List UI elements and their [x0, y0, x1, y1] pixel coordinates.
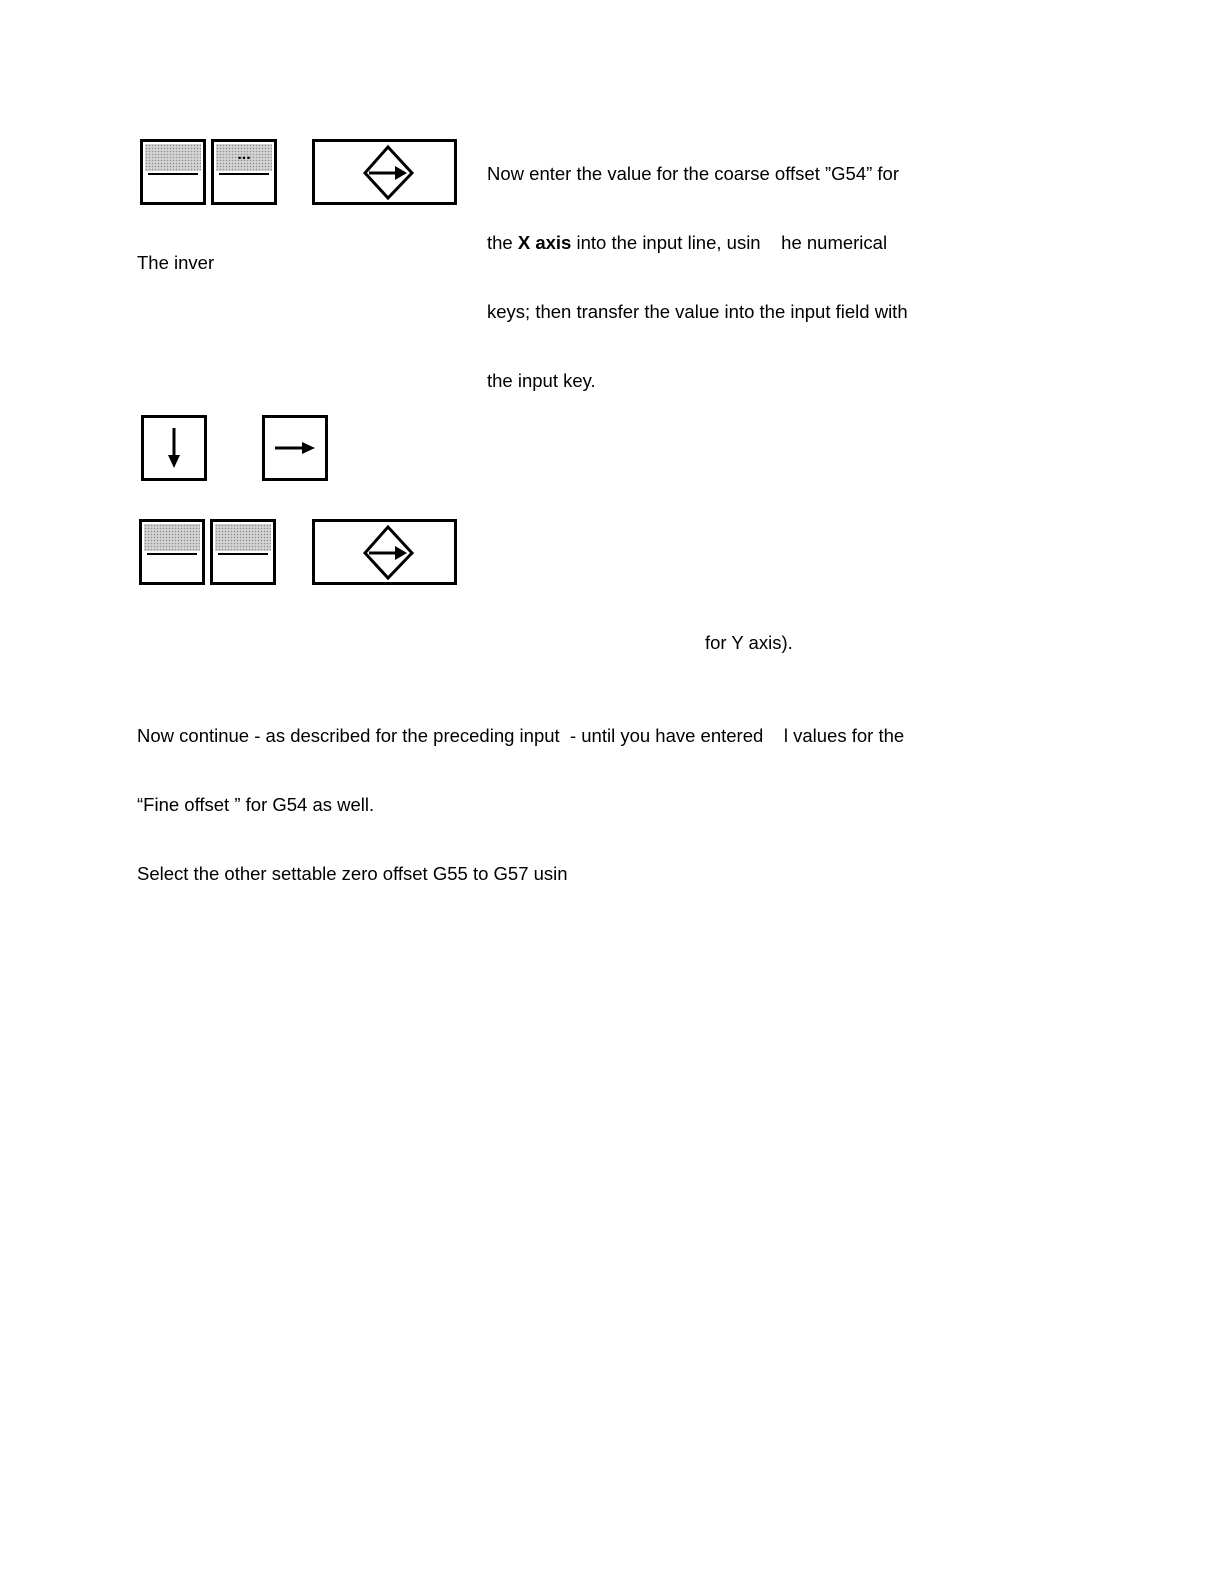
instruction-line-1: Now enter the value for the coarse offset ”G54” for [487, 163, 900, 184]
softkey-dots-label: ... [237, 146, 251, 163]
cursor-right-key[interactable] [262, 415, 328, 481]
softkey-underline [148, 173, 198, 175]
softkey-shading [215, 524, 271, 551]
paragraph-inverse: The inver [137, 252, 215, 273]
paragraph-continue [137, 678, 904, 931]
continue-line-3: Select the other settable zero offset G55 to G57 usin [137, 863, 568, 884]
softkey-2[interactable] [211, 139, 277, 205]
arrow-down-icon [144, 418, 204, 478]
cursor-down-key[interactable] [141, 415, 207, 481]
input-key-2[interactable] [312, 519, 457, 585]
softkey-shading [144, 524, 200, 551]
input-key-icon [315, 142, 454, 202]
instruction-coarse-offset [487, 116, 908, 438]
arrow-right-icon [265, 418, 325, 478]
instruction-line-2 [487, 231, 908, 254]
fragment-y-axis: for Y axis). [705, 632, 793, 653]
instruction-line-3: keys; then transfer the value into the input field with [487, 301, 908, 322]
instruction-line-2-end: into the input line, usin he numerical [571, 232, 888, 253]
input-key-icon [315, 522, 454, 582]
softkey-3[interactable] [139, 519, 205, 585]
continue-line-1: Now continue - as described for the preceding input - until you have entered l values for the [137, 725, 905, 746]
softkey-underline [219, 173, 269, 175]
softkey-underline [147, 553, 197, 555]
softkey-underline [218, 553, 268, 555]
softkey-shading [145, 144, 201, 171]
instruction-line-2-start: the [487, 232, 518, 253]
softkey-1[interactable] [140, 139, 206, 205]
softkey-4[interactable] [210, 519, 276, 585]
x-axis-bold: X axis [517, 232, 572, 253]
input-key[interactable] [312, 139, 457, 205]
instruction-line-4: the input key. [487, 370, 596, 391]
continue-line-2: “Fine offset ” for G54 as well. [137, 794, 375, 815]
